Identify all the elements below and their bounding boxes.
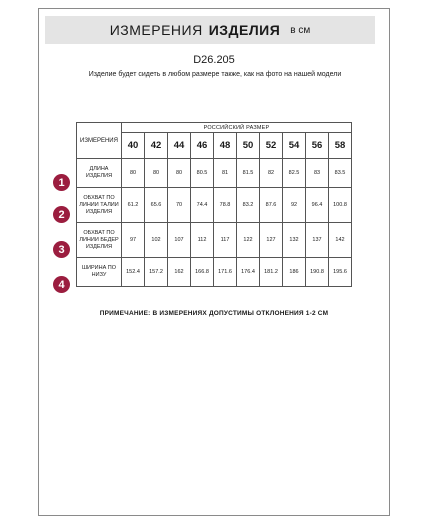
table-cell: 152.4: [122, 258, 145, 287]
title-unit: в см: [290, 24, 311, 36]
row-marker-3: 3: [53, 241, 70, 258]
footnote: ПРИМЕЧАНИЕ: В ИЗМЕРЕНИЯХ ДОПУСТИМЫ ОТКЛОНЕНИЯ 1-2 СМ: [99, 310, 329, 317]
row-label: ДЛИНА ИЗДЕЛИЯ: [77, 159, 122, 188]
table-cell: 92: [283, 188, 306, 223]
table-cell: 70: [168, 188, 191, 223]
article-code: D26.205: [193, 54, 235, 66]
table-cell: 96.4: [306, 188, 329, 223]
table-cell: 80: [168, 159, 191, 188]
size-header: 52: [260, 133, 283, 159]
table-cell: 74.4: [191, 188, 214, 223]
corner-label: ИЗМЕРЕНИЯ: [77, 123, 122, 159]
table-cell: 195.6: [329, 258, 352, 287]
title-light: ИЗМЕРЕНИЯ: [109, 22, 203, 38]
size-header: 56: [306, 133, 329, 159]
table-cell: 122: [237, 223, 260, 258]
table-row: [77, 258, 352, 287]
table-cell: 83.5: [329, 159, 352, 188]
row-marker-1: 1: [53, 174, 70, 191]
table-cell: 81.5: [237, 159, 260, 188]
table-cell: 100.8: [329, 188, 352, 223]
size-group-label: РОССИЙСКИЙ РАЗМЕР: [122, 123, 352, 133]
size-header: 40: [122, 133, 145, 159]
table-row: [77, 223, 352, 258]
table-cell: 186: [283, 258, 306, 287]
size-header: 54: [283, 133, 306, 159]
table-cell: 181.2: [260, 258, 283, 287]
table-cell: 142: [329, 223, 352, 258]
table-cell: 102: [145, 223, 168, 258]
table-cell: 112: [191, 223, 214, 258]
table-cell: 166.8: [191, 258, 214, 287]
size-table: [76, 122, 352, 287]
size-header: 46: [191, 133, 214, 159]
fit-note: Изделие будет сидеть в любом размере также, как на фото на нашей модели: [88, 71, 342, 78]
table-cell: 80.5: [191, 159, 214, 188]
table-cell: 117: [214, 223, 237, 258]
table-cell: 82: [260, 159, 283, 188]
table-cell: 80: [122, 159, 145, 188]
row-label: ШИРИНА ПО НИЗУ: [77, 258, 122, 287]
table-cell: 80: [145, 159, 168, 188]
table-cell: 107: [168, 223, 191, 258]
size-header: 44: [168, 133, 191, 159]
header-banner: [45, 16, 375, 44]
table-cell: 83.2: [237, 188, 260, 223]
table-cell: 137: [306, 223, 329, 258]
row-marker-2: 2: [53, 206, 70, 223]
table-cell: 157.2: [145, 258, 168, 287]
table-cell: 61.2: [122, 188, 145, 223]
table-cell: 78.8: [214, 188, 237, 223]
table-cell: 81: [214, 159, 237, 188]
size-header: 48: [214, 133, 237, 159]
table-cell: 82.5: [283, 159, 306, 188]
size-header: 50: [237, 133, 260, 159]
table-cell: 87.6: [260, 188, 283, 223]
table-cell: 190.8: [306, 258, 329, 287]
table-cell: 132: [283, 223, 306, 258]
table-cell: 127: [260, 223, 283, 258]
table-cell: 162: [168, 258, 191, 287]
table-row: [77, 159, 352, 188]
size-header: 58: [329, 133, 352, 159]
title-bold: ИЗДЕЛИЯ: [208, 22, 281, 38]
table-row: [77, 188, 352, 223]
row-label: ОБХВАТ ПО ЛИНИИ БЕДЕР ИЗДЕЛИЯ: [77, 223, 122, 258]
table-cell: 83: [306, 159, 329, 188]
row-marker-4: 4: [53, 276, 70, 293]
table-cell: 97: [122, 223, 145, 258]
table-cell: 171.6: [214, 258, 237, 287]
row-label: ОБХВАТ ПО ЛИНИИ ТАЛИИ ИЗДЕЛИЯ: [77, 188, 122, 223]
size-header: 42: [145, 133, 168, 159]
table-cell: 65.6: [145, 188, 168, 223]
table-cell: 176.4: [237, 258, 260, 287]
